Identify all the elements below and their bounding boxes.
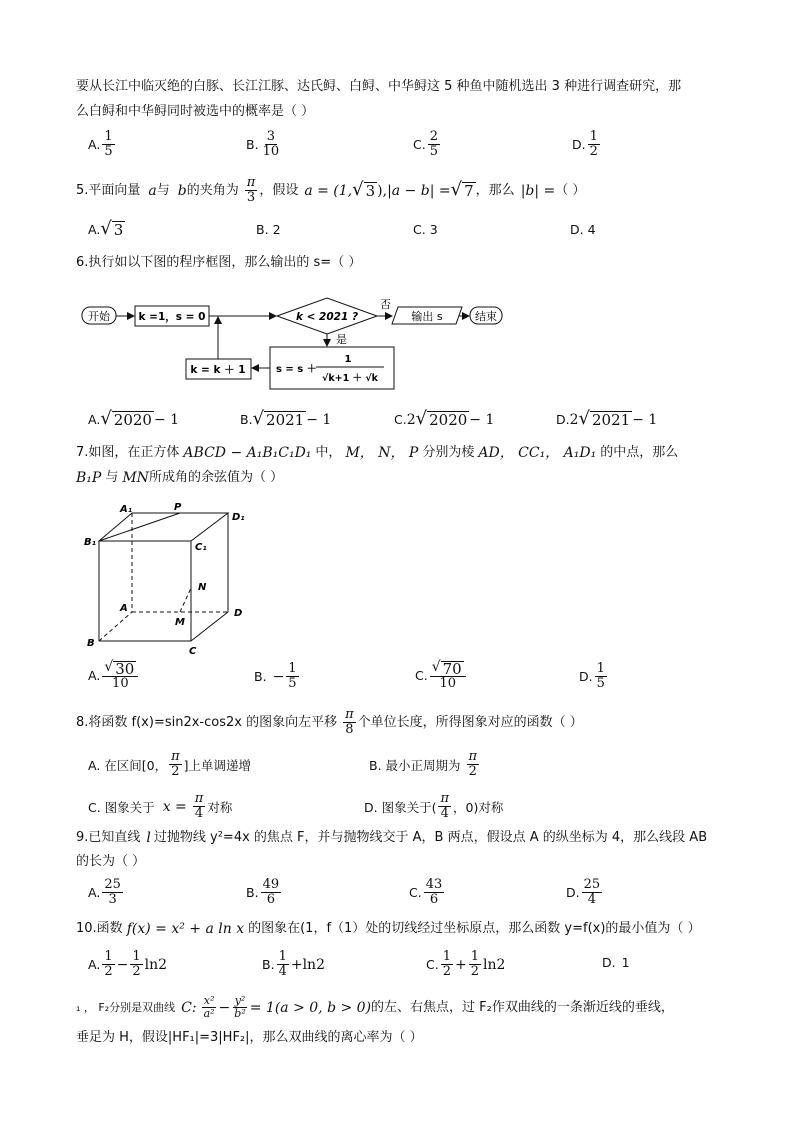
q5-stem: 5.平面向量 a 与 b 的夹角为 $\frac{\pi}{3}$ ，假设 a = (1, √ 3 ), |a − b| = √ 7 ，那么 |b| = （ ） <box>76 175 586 205</box>
q7-option-c[interactable]: C. √ 70 10 <box>415 660 468 691</box>
q8-option-a[interactable]: A. 在区间[0， $\frac{\pi}{2}$ ]上单调递增 <box>88 749 252 779</box>
flow-start-label: 开始 <box>88 310 110 323</box>
q5-option-c[interactable]: C. 3 <box>413 222 438 237</box>
q6-option-b[interactable]: B. √ 2021 − 1 <box>240 408 332 429</box>
q4-option-a[interactable]: A. $\frac{1}{5}$ <box>88 129 113 159</box>
q8-stem: 8.将函数 f(x)=sin2x-cos2x 的图象向左平移 $\frac{\pi}{8}$ 个单位长度，所得图象对应的函数（ ） <box>76 707 583 737</box>
q7-cube-figure <box>84 502 245 657</box>
q9-line2: 的长为（ ） <box>76 854 146 869</box>
q4-option-b[interactable]: B. $\frac{3}{10}$ <box>246 129 280 159</box>
q9-option-b[interactable]: B. $\frac{49}{6}$ <box>246 877 280 907</box>
svg-text:M: M <box>175 617 185 628</box>
flow-end-label: 结束 <box>475 310 497 323</box>
q4-line1: 要从长江中临灭绝的白豚、长江江豚、达氏鲟、白鲟、中华鲟这 5 种鱼中随机选出 3 种进行调查研究，那 <box>76 79 682 94</box>
q10-option-a[interactable]: A. $\frac{1}{2}$ − $\frac{1}{2}$ ln2 <box>88 949 168 979</box>
q9-line1: 9.已知直线 l 过抛物线 y²=4x 的焦点 F，并与抛物线交于 A，B 两点，假设点 A 的纵坐标为 4，那么线段 AB <box>76 830 708 846</box>
q9-option-d[interactable]: D. $\frac{25}{4}$ <box>566 877 601 907</box>
q5-option-a[interactable]: A. √ 3 <box>88 218 124 239</box>
q5-option-d[interactable]: D. 4 <box>570 222 596 237</box>
q9-option-a[interactable]: A. $\frac{25}{3}$ <box>88 877 121 907</box>
q6-stem: 6.执行如以下图的程序框图，那么输出的 s=（ ） <box>76 255 362 270</box>
svg-text:P: P <box>174 502 182 513</box>
q8-option-b[interactable]: B. 最小正周期为 $\frac{\pi}{2}$ <box>369 749 478 779</box>
q7-option-d[interactable]: D. $\frac{1}{5}$ <box>579 661 605 691</box>
svg-text:N: N <box>198 582 207 593</box>
flow-yes-label: 是 <box>336 333 347 346</box>
q8-option-c[interactable]: C. 图象关于 x = $\frac{\pi}{4}$ 对称 <box>88 791 233 821</box>
q7-option-a[interactable]: A. √ 30 10 <box>88 660 140 691</box>
svg-text:D₁: D₁ <box>232 512 245 523</box>
flow-condition-label: k < 2021 ? <box>295 311 359 323</box>
q8-option-d[interactable]: D. 图象关于( $\frac{\pi}{4}$ ，0)对称 <box>364 791 504 821</box>
q10-stem: 10.函数 f(x) = x² + a ln x 的图象在(1，f（1）处的切线经过坐标原点，那么函数 y=f(x)的最小值为（ ） <box>76 921 701 937</box>
q7-option-b[interactable]: B. − $\frac{1}{5}$ <box>254 661 297 691</box>
q10-option-d[interactable]: D. 1 <box>602 955 630 970</box>
svg-text:A₁: A₁ <box>120 504 133 515</box>
flow-update-num: 1 <box>344 354 352 365</box>
q10-option-c[interactable]: C. $\frac{1}{2}$ + $\frac{1}{2}$ ln2 <box>426 949 506 979</box>
q5-option-b[interactable]: B. 2 <box>256 222 281 237</box>
q11-line1: ₁ ， F₂分别是双曲线 C: $\frac{\text{x²}}{\text{a²}}$ − $\frac{\text{y²}}{\text{b²}}$ = 1(a > 0, b > 0) 的左、右焦点，过 F₂作双曲线的一条渐近线的垂线， <box>76 994 674 1020</box>
flow-output-label: 输出 s <box>411 310 443 323</box>
q9-option-c[interactable]: C. $\frac{43}{6}$ <box>409 877 443 907</box>
q6-option-a[interactable]: A. √ 2020 − 1 <box>88 408 180 429</box>
svg-text:B: B <box>87 638 95 649</box>
svg-text:C: C <box>189 646 197 657</box>
q10-option-b[interactable]: B. $\frac{1}{4}$ + ln2 <box>262 949 325 979</box>
svg-text:D: D <box>234 608 243 619</box>
flow-no-label: 否 <box>380 298 391 311</box>
q4-option-d[interactable]: D. $\frac{1}{2}$ <box>572 129 598 159</box>
q7-line2: B₁P 与 MN 所成角的余弦值为（ ） <box>76 470 284 486</box>
flow-update-left: s = s ＋ <box>276 364 317 375</box>
q4-option-c[interactable]: C. $\frac{2}{5}$ <box>413 129 438 159</box>
svg-text:C₁: C₁ <box>195 542 207 553</box>
q11-line2: 垂足为 H，假设|HF₁|=3|HF₂|，那么双曲线的离心率为（ ） <box>76 1030 423 1045</box>
q6-option-c[interactable]: C. 2 √ 2020 − 1 <box>394 408 495 429</box>
svg-text:A: A <box>120 603 128 614</box>
flow-increment-label: k = k ＋ 1 <box>190 364 246 376</box>
flow-init-label: k =1，s = 0 <box>138 311 206 323</box>
svg-text:B₁: B₁ <box>84 537 97 548</box>
flow-update-den: √k+1 ＋ √k <box>322 373 378 384</box>
q6-option-d[interactable]: D. 2 √ 2021 − 1 <box>556 408 658 429</box>
q4-line2: 么白鲟和中华鲟同时被选中的概率是（ ） <box>76 104 315 119</box>
q7-line1: 7.如图，在正方体 ABCD − A₁B₁C₁D₁ 中， M， N， P 分别为棱 AD， CC₁， A₁D₁ 的中点，那么 <box>76 445 679 461</box>
